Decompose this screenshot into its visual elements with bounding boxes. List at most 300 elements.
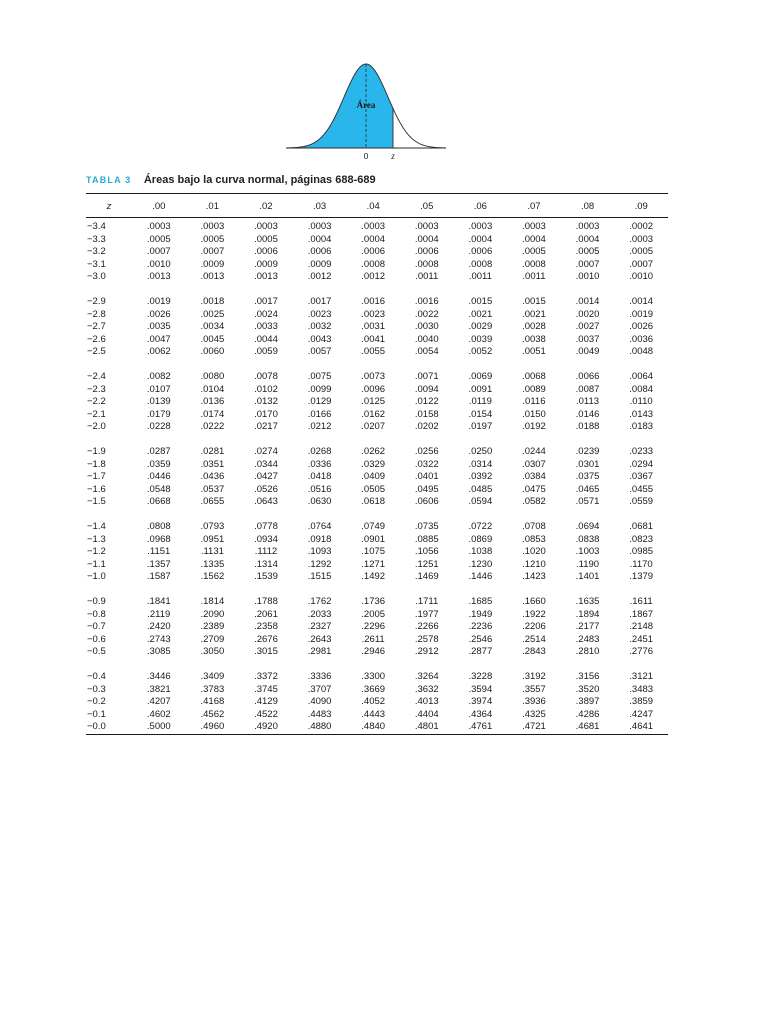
probability-cell: .0015	[522, 296, 546, 307]
probability-cell: .2061	[254, 608, 278, 620]
z-value-cell: −2.8	[87, 308, 106, 320]
probability-cell: .0005	[522, 246, 546, 257]
probability-cell: .0136	[200, 396, 225, 407]
probability-cell: .3085	[146, 646, 171, 657]
probability-cell: .4404	[414, 708, 439, 720]
z-value-cell: −3.1	[87, 258, 106, 270]
probability-cell: .0475	[522, 483, 546, 495]
probability-cell: .0032	[307, 321, 332, 332]
probability-cell: .0505	[361, 483, 386, 495]
probability-cell: .0359	[146, 458, 171, 470]
probability-cell: .1151	[147, 546, 171, 557]
probability-cell: .0409	[361, 471, 386, 482]
probability-cell: .0162	[361, 408, 386, 420]
probability-cell: .0019	[146, 296, 171, 307]
probability-cell: .0051	[522, 346, 546, 357]
probability-cell: .2005	[361, 608, 386, 620]
probability-cell: .3897	[575, 696, 600, 707]
table-row	[86, 721, 668, 734]
probability-cell: .0036	[629, 333, 654, 345]
probability-cell: .3483	[629, 683, 654, 695]
probability-cell: .1788	[254, 596, 278, 607]
probability-cell: .0047	[146, 333, 171, 345]
probability-cell: .2776	[629, 646, 654, 657]
probability-cell: .0268	[307, 446, 332, 457]
probability-cell: .1469	[414, 571, 439, 582]
probability-cell: .0005	[629, 246, 654, 257]
table-row	[86, 546, 668, 559]
table-row	[86, 496, 668, 509]
table-body	[86, 216, 668, 734]
probability-cell: .0029	[468, 321, 493, 332]
probability-cell: .0336	[307, 458, 332, 470]
probability-cell: .1112	[254, 546, 278, 557]
probability-cell: .3745	[254, 683, 278, 695]
probability-cell: .1190	[576, 558, 600, 570]
probability-cell: .0179	[146, 408, 171, 420]
column-header: .05	[420, 200, 434, 212]
table-row	[86, 321, 668, 334]
probability-cell: .3264	[414, 671, 439, 682]
probability-cell: .4364	[468, 708, 493, 720]
probability-cell: .4880	[307, 721, 332, 732]
probability-cell: .0102	[254, 383, 278, 395]
z-label: z	[391, 151, 395, 161]
probability-cell: .0375	[575, 471, 600, 482]
probability-cell: .0043	[307, 333, 332, 345]
probability-cell: .0003	[414, 221, 439, 232]
probability-cell: .0080	[200, 371, 225, 382]
probability-cell: .0116	[522, 396, 546, 407]
probability-cell: .0021	[522, 308, 546, 320]
probability-cell: .1170	[629, 558, 653, 570]
probability-cell: .3015	[254, 646, 278, 657]
probability-cell: .2643	[307, 633, 332, 645]
probability-cell: .0233	[629, 446, 654, 457]
table-row	[86, 334, 668, 347]
probability-cell: .0003	[575, 221, 600, 232]
probability-cell: .2843	[522, 646, 546, 657]
probability-cell: .3372	[254, 671, 278, 682]
table-row	[86, 696, 668, 709]
probability-cell: .0344	[254, 458, 278, 470]
probability-cell: .2912	[414, 646, 439, 657]
probability-cell: .0013	[200, 271, 225, 282]
probability-cell: .2483	[575, 633, 600, 645]
probability-cell: .3156	[575, 671, 600, 682]
probability-cell: .0019	[629, 308, 654, 320]
table-row	[86, 446, 668, 459]
probability-cell: .0643	[254, 496, 278, 507]
probability-cell: .1423	[522, 571, 546, 582]
probability-cell: .1020	[522, 546, 546, 557]
probability-cell: .1335	[200, 558, 225, 570]
probability-cell: .0188	[575, 421, 600, 432]
probability-cell: .0694	[575, 521, 600, 532]
probability-cell: .1685	[468, 596, 493, 607]
probability-cell: .0885	[414, 533, 439, 545]
probability-cell: .3409	[200, 671, 225, 682]
table-row	[86, 484, 668, 497]
table-row	[86, 421, 668, 434]
probability-cell: .0055	[361, 346, 386, 357]
z-value-cell: −0.4	[87, 671, 106, 682]
probability-cell: .3121	[629, 671, 654, 682]
group-spacer	[86, 359, 668, 372]
probability-cell: .0212	[307, 421, 332, 432]
column-header: .07	[527, 200, 541, 212]
probability-cell: .4129	[254, 696, 278, 707]
probability-cell: .0039	[468, 333, 493, 345]
probability-cell: .1539	[254, 571, 278, 582]
probability-cell: .0918	[307, 533, 332, 545]
area-label: Área	[356, 100, 376, 110]
probability-cell: .4641	[629, 721, 654, 732]
probability-cell: .0455	[629, 483, 654, 495]
spacer-cell	[86, 434, 668, 447]
probability-cell: .0367	[629, 471, 654, 482]
probability-cell: .0166	[307, 408, 332, 420]
probability-cell: .3557	[522, 683, 546, 695]
table-row	[86, 346, 668, 359]
probability-cell: .1492	[361, 571, 386, 582]
z-value-cell: −2.6	[87, 333, 106, 345]
probability-cell: .0004	[522, 233, 546, 245]
probability-cell: .2090	[200, 608, 225, 620]
probability-cell: .1814	[200, 596, 225, 607]
probability-cell: .0049	[575, 346, 600, 357]
probability-cell: .0202	[414, 421, 439, 432]
probability-cell: .0016	[361, 296, 386, 307]
z-value-cell: −3.4	[87, 221, 106, 232]
probability-cell: .0301	[575, 458, 600, 470]
probability-cell: .0034	[200, 321, 225, 332]
table-row	[86, 634, 668, 647]
probability-cell: .0495	[414, 483, 439, 495]
group-spacer	[86, 509, 668, 522]
probability-cell: .0764	[307, 521, 332, 532]
column-header: .03	[312, 200, 327, 212]
table-row	[86, 371, 668, 384]
z-value-cell: −0.9	[87, 596, 106, 607]
probability-cell: .0028	[522, 321, 546, 332]
probability-cell: .2148	[629, 621, 654, 632]
z-value-cell: −1.7	[87, 471, 106, 482]
column-header: .06	[473, 200, 487, 212]
probability-cell: .0069	[468, 371, 493, 382]
probability-cell: .2358	[254, 621, 278, 632]
probability-cell: .0107	[146, 383, 171, 395]
table-row	[86, 559, 668, 572]
probability-cell: .2676	[254, 633, 278, 645]
probability-cell: .0006	[414, 246, 439, 257]
z-value-cell: −0.0	[87, 721, 106, 732]
probability-cell: .0005	[146, 233, 171, 245]
table-row	[86, 296, 668, 309]
probability-cell: .0010	[146, 258, 171, 270]
probability-cell: .0064	[629, 371, 654, 382]
probability-cell: .0009	[307, 258, 332, 270]
probability-cell: .0030	[414, 321, 439, 332]
probability-cell: .0250	[468, 446, 493, 457]
normal-curve-figure	[280, 56, 452, 164]
probability-cell: .0082	[146, 371, 171, 382]
probability-cell: .0015	[468, 296, 493, 307]
probability-cell: .0025	[200, 308, 225, 320]
z-value-cell: −3.3	[87, 233, 106, 245]
probability-cell: .1922	[522, 608, 546, 620]
probability-cell: .4801	[414, 721, 439, 732]
probability-cell: .0239	[575, 446, 600, 457]
probability-cell: .1562	[200, 571, 225, 582]
z-value-cell: −2.5	[87, 346, 106, 357]
probability-cell: .0087	[575, 383, 600, 395]
probability-cell: .3192	[522, 671, 546, 682]
shaded-area	[286, 64, 393, 148]
probability-cell: .0217	[254, 421, 278, 432]
top-rule	[86, 193, 668, 194]
probability-cell: .0031	[361, 321, 386, 332]
table-row	[86, 234, 668, 247]
probability-cell: .1977	[414, 608, 439, 620]
probability-cell: .0122	[414, 396, 439, 407]
probability-cell: .4960	[200, 721, 225, 732]
column-header: .04	[366, 200, 380, 212]
probability-cell: .3821	[146, 683, 171, 695]
probability-cell: .4761	[468, 721, 493, 732]
probability-cell: .2611	[361, 633, 385, 645]
probability-cell: .1762	[307, 596, 332, 607]
probability-cell: .0749	[361, 521, 386, 532]
probability-cell: .3669	[361, 683, 386, 695]
probability-cell: .0075	[307, 371, 332, 382]
table-row	[86, 596, 668, 609]
table-row	[86, 646, 668, 659]
probability-cell: .0005	[575, 246, 600, 257]
probability-cell: .0013	[146, 271, 171, 282]
probability-cell: .0007	[200, 246, 225, 257]
probability-cell: .0068	[522, 371, 546, 382]
probability-cell: .0125	[361, 396, 386, 407]
table-row	[86, 271, 668, 284]
probability-cell: .0113	[576, 396, 600, 407]
column-header: .09	[634, 200, 648, 212]
z-value-cell: −2.1	[87, 408, 106, 420]
z-value-cell: −1.9	[87, 446, 106, 457]
probability-cell: .1075	[361, 546, 386, 557]
probability-cell: .3594	[468, 683, 493, 695]
probability-cell: .1841	[146, 596, 171, 607]
probability-cell: .1635	[575, 596, 600, 607]
z-value-cell: −0.7	[87, 621, 106, 632]
probability-cell: .0008	[414, 258, 439, 270]
probability-cell: .1711	[415, 596, 439, 607]
probability-cell: .0256	[414, 446, 439, 457]
probability-cell: .0735	[414, 521, 439, 532]
z-value-cell: −0.1	[87, 708, 106, 720]
probability-cell: .0006	[361, 246, 386, 257]
probability-cell: .0011	[415, 271, 439, 282]
probability-cell: .0023	[361, 308, 386, 320]
probability-cell: .1446	[468, 571, 493, 582]
probability-cell: .0150	[522, 408, 546, 420]
probability-cell: .0003	[522, 221, 546, 232]
probability-cell: .0094	[414, 383, 439, 395]
probability-cell: .0401	[414, 471, 439, 482]
table-row	[86, 409, 668, 422]
table-row	[86, 709, 668, 722]
table-row	[86, 609, 668, 622]
probability-cell: .0037	[575, 333, 600, 345]
probability-cell: .2877	[468, 646, 493, 657]
probability-cell: .0004	[307, 233, 332, 245]
probability-cell: .1292	[307, 558, 332, 570]
probability-cell: .5000	[146, 721, 171, 732]
probability-cell: .0008	[361, 258, 386, 270]
probability-cell: .2514	[522, 633, 546, 645]
probability-cell: .4325	[522, 708, 546, 720]
z-value-cell: −1.6	[87, 483, 106, 495]
z-table	[86, 196, 668, 734]
probability-cell: .0104	[200, 383, 225, 395]
probability-cell: .0968	[146, 533, 171, 545]
probability-cell: .0139	[146, 396, 171, 407]
probability-cell: .4013	[414, 696, 439, 707]
z-value-cell: −0.2	[87, 696, 106, 707]
probability-cell: .4286	[575, 708, 600, 720]
probability-cell: .3446	[146, 671, 171, 682]
probability-cell: .0618	[361, 496, 386, 507]
probability-cell: .2451	[629, 633, 654, 645]
probability-cell: .0002	[629, 221, 654, 232]
table-row	[86, 246, 668, 259]
group-spacer	[86, 284, 668, 297]
probability-cell: .0005	[200, 233, 225, 245]
probability-cell: .0071	[414, 371, 439, 382]
probability-cell: .0006	[307, 246, 332, 257]
spacer-cell	[86, 584, 668, 597]
probability-cell: .2946	[361, 646, 386, 657]
probability-cell: .0054	[414, 346, 439, 357]
table-row	[86, 521, 668, 534]
table-row	[86, 671, 668, 684]
probability-cell: .0985	[629, 546, 654, 557]
probability-cell: .0004	[414, 233, 439, 245]
probability-cell: .0017	[254, 296, 278, 307]
probability-cell: .0006	[468, 246, 493, 257]
probability-cell: .0901	[361, 533, 386, 545]
probability-cell: .0655	[200, 496, 225, 507]
probability-cell: .1515	[307, 571, 332, 582]
probability-cell: .3783	[200, 683, 225, 695]
probability-cell: .4681	[575, 721, 600, 732]
probability-cell: .0351	[200, 458, 225, 470]
probability-cell: .2296	[361, 621, 386, 632]
probability-cell: .0014	[629, 296, 654, 307]
probability-cell: .0006	[254, 246, 278, 257]
z-value-cell: −3.2	[87, 246, 106, 257]
probability-cell: .0110	[629, 396, 653, 407]
probability-cell: .0099	[307, 383, 332, 395]
probability-cell: .0009	[254, 258, 278, 270]
probability-cell: .0418	[307, 471, 332, 482]
probability-cell: .1867	[629, 608, 654, 620]
probability-cell: .1271	[361, 558, 386, 570]
probability-cell: .0084	[629, 383, 654, 395]
probability-cell: .0778	[254, 521, 278, 532]
probability-cell: .2420	[146, 621, 171, 632]
probability-cell: .0154	[468, 408, 493, 420]
probability-cell: .4443	[361, 708, 386, 720]
probability-cell: .0020	[575, 308, 600, 320]
probability-cell: .4090	[307, 696, 332, 707]
probability-cell: .4602	[146, 708, 171, 720]
probability-cell: .0007	[575, 258, 600, 270]
probability-cell: .3050	[200, 646, 225, 657]
probability-cell: .0793	[200, 521, 225, 532]
spacer-cell	[86, 284, 668, 297]
probability-cell: .0314	[468, 458, 493, 470]
z-value-cell: −1.2	[87, 546, 106, 557]
probability-cell: .0003	[629, 233, 654, 245]
probability-cell: .1038	[468, 546, 493, 557]
bottom-rule	[86, 734, 668, 735]
probability-cell: .0003	[468, 221, 493, 232]
probability-cell: .1056	[414, 546, 439, 557]
column-header: .02	[259, 200, 273, 212]
probability-cell: .2389	[200, 621, 225, 632]
probability-cell: .0022	[414, 308, 439, 320]
probability-cell: .0294	[629, 458, 654, 470]
probability-cell: .0003	[254, 221, 278, 232]
probability-cell: .0485	[468, 483, 493, 495]
probability-cell: .2546	[468, 633, 493, 645]
probability-cell: .0281	[200, 446, 225, 457]
probability-cell: .0129	[307, 396, 332, 407]
probability-cell: .0091	[468, 383, 493, 395]
probability-cell: .1003	[575, 546, 600, 557]
probability-cell: .4483	[307, 708, 332, 720]
probability-cell: .0244	[522, 446, 546, 457]
probability-cell: .4207	[146, 696, 171, 707]
probability-cell: .0014	[575, 296, 600, 307]
probability-cell: .0951	[200, 533, 225, 545]
probability-cell: .0548	[146, 483, 171, 495]
probability-cell: .0009	[200, 258, 225, 270]
zero-label: 0	[363, 151, 369, 161]
probability-cell: .0010	[629, 271, 654, 282]
probability-cell: .0516	[307, 483, 332, 495]
table-row	[86, 459, 668, 472]
table-row	[86, 221, 668, 234]
probability-cell: .4052	[361, 696, 386, 707]
probability-cell: .0073	[361, 371, 386, 382]
probability-cell: .0012	[361, 271, 386, 282]
probability-cell: .3707	[307, 683, 332, 695]
probability-cell: .0010	[575, 271, 600, 282]
group-spacer	[86, 434, 668, 447]
probability-cell: .0003	[307, 221, 332, 232]
probability-cell: .0003	[361, 221, 386, 232]
group-spacer	[86, 584, 668, 597]
probability-cell: .0446	[146, 471, 171, 482]
probability-cell: .0436	[200, 471, 225, 482]
probability-cell: .2119	[147, 608, 171, 620]
probability-cell: .0008	[522, 258, 546, 270]
probability-cell: .0045	[200, 333, 225, 345]
probability-cell: .4168	[200, 696, 225, 707]
z-value-cell: −2.2	[87, 396, 106, 407]
